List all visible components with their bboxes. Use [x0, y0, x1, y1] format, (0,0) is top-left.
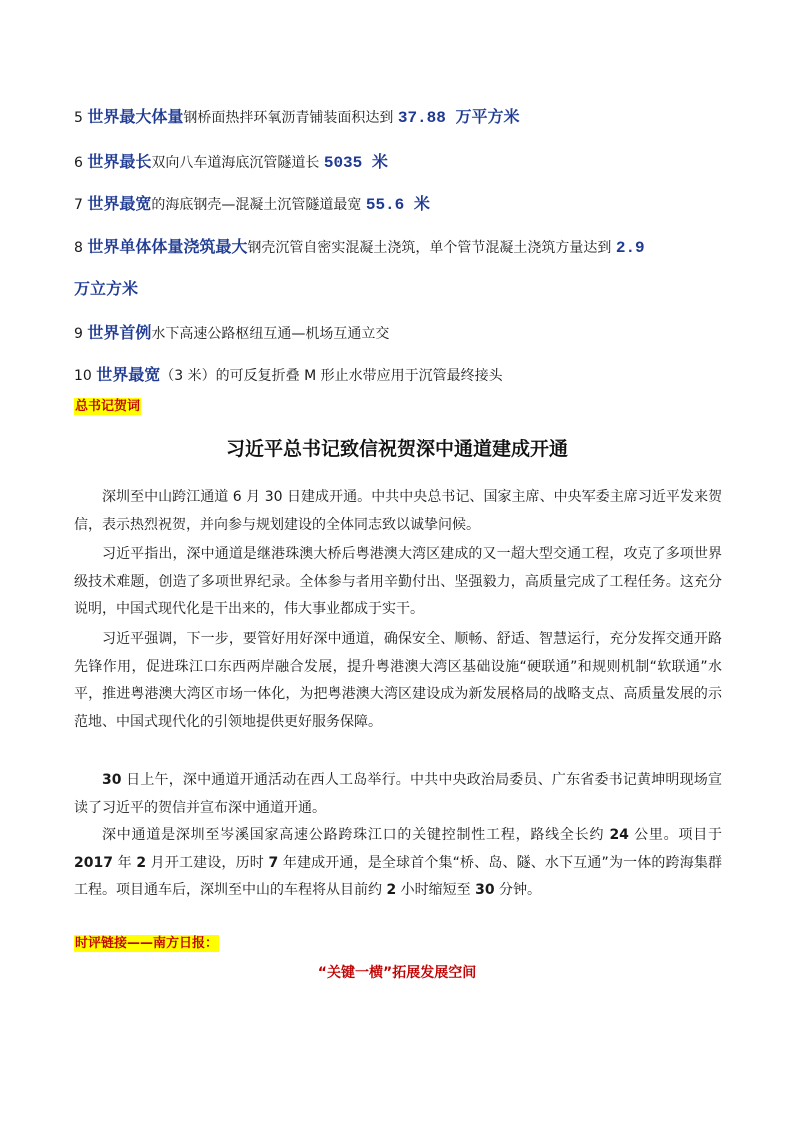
- link-article-title[interactable]: “关键一横”拓展发展空间: [317, 965, 477, 981]
- record-item-6: 6 世界最长双向八车道海底沉管隧道长 5035 米: [74, 152, 388, 172]
- record-item-10: 10 世界最宽（3 米）的可反复折叠 M 形止水带应用于沉管最终接头: [74, 365, 503, 384]
- record-item-8-cont: 万立方米: [74, 279, 139, 298]
- link-source: ——南方日报：: [127, 936, 219, 951]
- record-item-8: 8 世界单体体量浇筑最大钢壳沉管自密实混凝土浇筑，单个管节混凝土浇筑方量达到 2.9: [74, 237, 645, 257]
- headline: 习近平总书记致信祝贺深中通道建成开通: [225, 438, 568, 460]
- section-tag: 总书记贺词: [75, 399, 141, 414]
- paragraph-4: 30 日上午，深中通道开通活动在西人工岛举行。中共中央政治局委员、广东省委书记黄坤明现场宣读了习近平的贺信并宣布深中通道开通。: [74, 772, 722, 816]
- paragraph-2: 习近平指出，深中通道是继港珠澳大桥后粤港澳大湾区建成的又一超大型交通工程，攻克了多项世界级技术难题，创造了多项世界纪录。全体参与者用辛勤付出、坚强毅力，高质量完成了工程任务。这充分说明，中国式现代化是干出来的，伟大事业都成于实干。: [74, 546, 722, 617]
- record-item-9: 9 世界首例水下高速公路枢纽互通—机场互通立交: [74, 323, 390, 342]
- record-item-7: 7 世界最宽的海底钢壳—混凝土沉管隧道最宽 55.6 米: [74, 194, 430, 214]
- paragraph-5: 深中通道是深圳至岑溪国家高速公路跨珠江口的关键控制性工程，路线全长约 24 公里。项目于 2017 年 2 月开工建设，历时 7 年建成开通，是全球首个集“桥、岛、隧、水下互通”为一体的跨海集群工程。项目通车后，深圳至中山的车程将从目前约 2 小时缩短至 30 分钟。: [74, 827, 722, 898]
- record-item-5: 5 世界最大体量钢桥面热拌环氧沥青铺装面积达到 37.88 万平方米: [74, 107, 520, 127]
- link-tag: 时评链接——南方日报：: [75, 936, 219, 951]
- paragraph-1: 深圳至中山跨江通道 6 月 30 日建成开通。中共中央总书记、国家主席、中央军委主席习近平发来贺信，表示热烈祝贺，并向参与规划建设的全体同志致以诚挚问候。: [74, 489, 722, 533]
- paragraph-3: 习近平强调，下一步，要管好用好深中通道，确保安全、顺畅、舒适、智慧运行，充分发挥交通开路先锋作用，促进珠江口东西两岸融合发展，提升粤港澳大湾区基础设施“硬联通”和规则机制“软联通”水平，推进粤港澳大湾区市场一体化，为把粤港澳大湾区建设成为新发展格局的战略支点、高质量发展的示范地、中国式现代化的引领地提供更好服务保障。: [74, 631, 722, 730]
